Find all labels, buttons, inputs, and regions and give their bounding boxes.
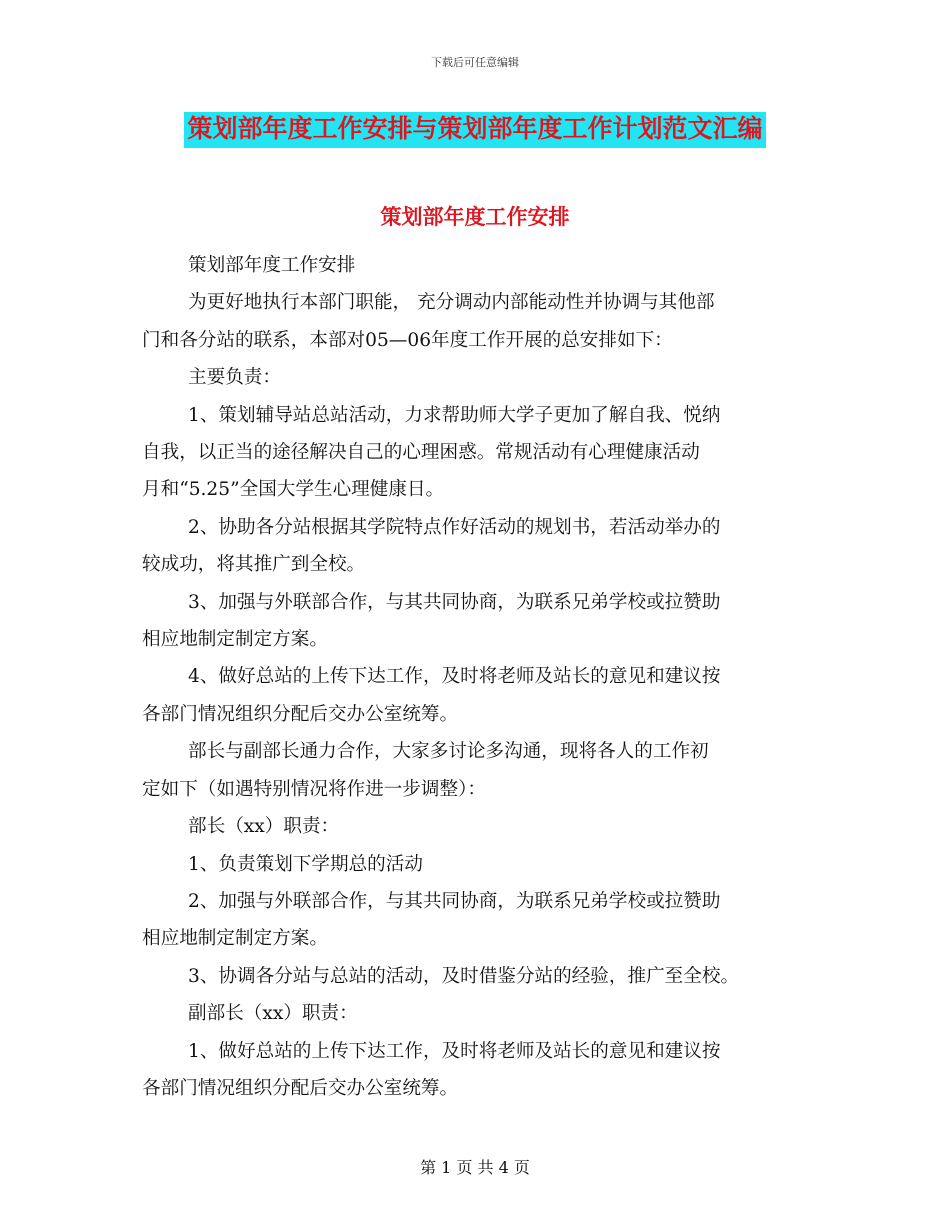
page-footer: 第 1 页 共 4 页 bbox=[420, 1158, 530, 1177]
body-line: 门和各分站的联系，本部对05—06年度工作开展的总安排如下： bbox=[142, 329, 673, 351]
body-line: 3、协调各分站与总站的活动，及时借鉴分站的经验，推广至全校。 bbox=[188, 965, 740, 987]
body-line: 部长（xx）职责： bbox=[188, 816, 340, 838]
body-line: 为更好地执行本部门职能， 充分调动内部能动性并协调与其他部 bbox=[188, 292, 715, 314]
body-line: 4、做好总站的上传下达工作，及时将老师及站长的意见和建议按 bbox=[188, 666, 721, 688]
body-line: 月和“5.25”全国大学生心理健康日。 bbox=[142, 479, 445, 501]
body-line: 1、负责策划下学期总的活动 bbox=[188, 853, 423, 875]
body-line: 3、加强与外联部合作，与其共同协商，为联系兄弟学校或拉赞助 bbox=[188, 591, 721, 613]
body-line: 主要负责： bbox=[188, 367, 281, 389]
body-line: 各部门情况组织分配后交办公室统筹。 bbox=[142, 703, 459, 725]
body-line: 各部门情况组织分配后交办公室统筹。 bbox=[142, 1077, 459, 1099]
body-line: 策划部年度工作安排 bbox=[188, 255, 356, 276]
header-note: 下载后可任意编辑 bbox=[431, 56, 519, 69]
body-line: 自我，以正当的途径解决自己的心理困惑。常规活动有心理健康活动 bbox=[142, 442, 700, 464]
body-line: 1、策划辅导站总站活动，力求帮助师大学子更加了解自我、悦纳 bbox=[188, 404, 721, 426]
body-line: 2、加强与外联部合作，与其共同协商，为联系兄弟学校或拉赞助 bbox=[188, 890, 721, 912]
body-line: 部长与副部长通力合作，大家多讨论多沟通，现将各人的工作初 bbox=[188, 741, 709, 763]
body-line: 相应地制定制定方案。 bbox=[142, 928, 328, 950]
body-line: 较成功，将其推广到全校。 bbox=[142, 554, 366, 576]
section-title: 策划部年度工作安排 bbox=[380, 204, 570, 229]
body-line: 定如下（如遇特别情况将作进一步调整）： bbox=[142, 778, 486, 800]
document-title: 策划部年度工作安排与策划部年度工作计划范文汇编 bbox=[184, 112, 765, 148]
body-line: 副部长（xx）职责： bbox=[188, 1003, 358, 1025]
body-text bbox=[142, 247, 822, 1107]
body-line: 2、协助各分站根据其学院特点作好活动的规划书，若活动举办的 bbox=[188, 516, 721, 538]
body-line: 相应地制定制定方案。 bbox=[142, 629, 328, 651]
document-title-wrap bbox=[0, 112, 950, 148]
body-line: 1、做好总站的上传下达工作，及时将老师及站长的意见和建议按 bbox=[188, 1040, 721, 1062]
